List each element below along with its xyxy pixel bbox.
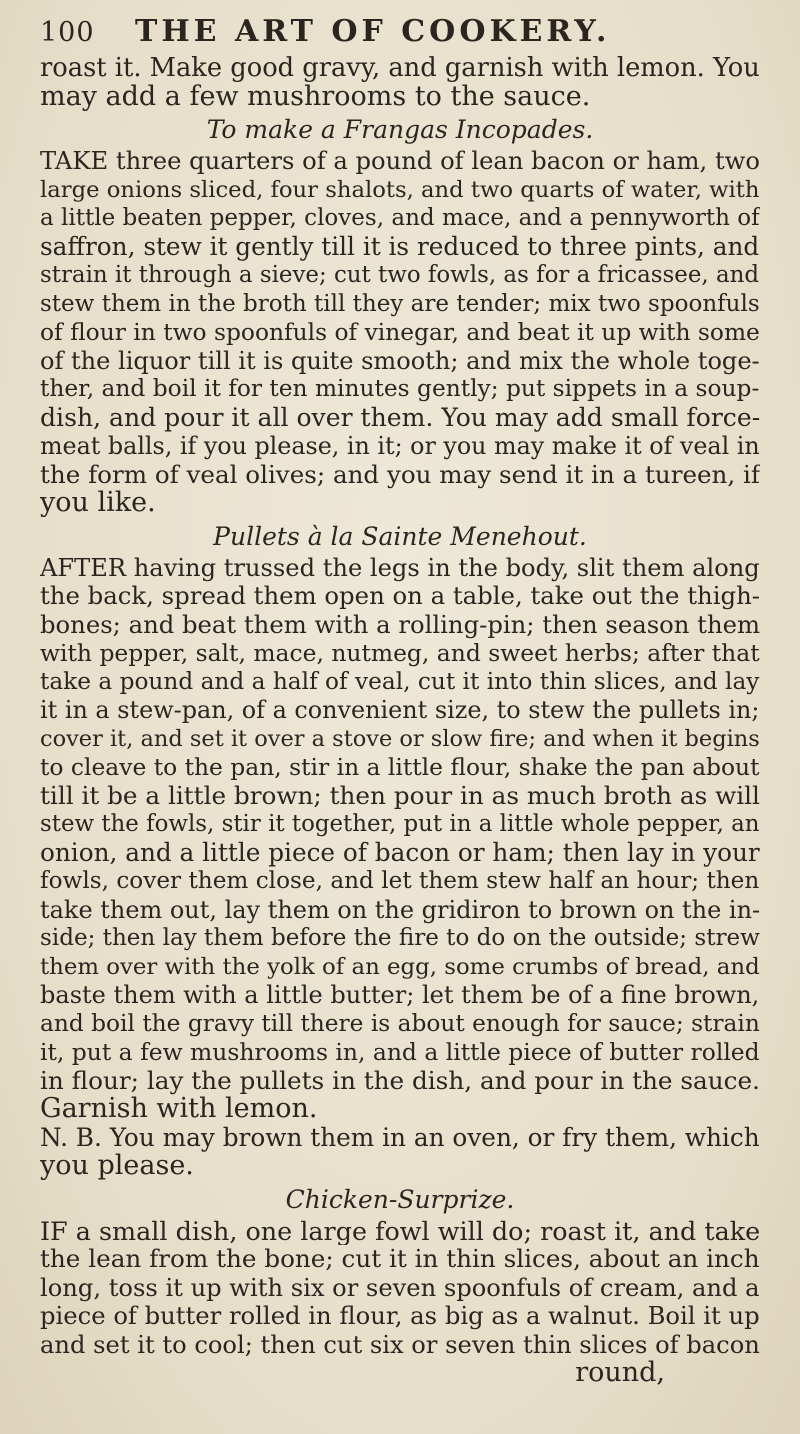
text-line: N. B. You may brown them in an oven, or fry them, which (40, 1123, 760, 1152)
text-line: long, toss it up with six or seven spoonfuls of cream, and a (40, 1273, 760, 1302)
text-line: side; then lay them before the fire to do on the outside; strew (40, 925, 760, 951)
text-line: and set it to cool; then cut six or seven thin slices of bacon (40, 1330, 760, 1359)
page-body (40, 54, 760, 1359)
text-line: fowls, cover them close, and let them stew half an hour; then (40, 867, 760, 894)
text-line: large onions sliced, four shalots, and two quarts of water, with (40, 176, 760, 203)
text-line: you please. (40, 1152, 194, 1181)
text-line: stew the fowls, stir it together, put in a little whole pepper, an (40, 811, 760, 837)
text-line: stew them in the broth till they are tender; mix two spoonfuls (40, 290, 760, 317)
recipe-heading: Chicken-Surprize. (285, 1184, 515, 1214)
text-line: it in a stew-pan, of a convenient size, to stew the pullets in; (40, 696, 760, 724)
page-number: 100 (40, 17, 95, 48)
text-line: to cleave to the pan, stir in a little flour, shake the pan about (40, 753, 760, 781)
text-line: roast it. Make good gravy, and garnish with lemon. You (40, 54, 760, 83)
text-line: of the liquor till it is quite smooth; and mix the whole toge- (40, 346, 760, 375)
text-line: the form of veal olives; and you may send it in a tureen, if (40, 460, 760, 489)
text-line: bones; and beat them with a rolling-pin; then season them (40, 610, 760, 639)
text-line: AFTER having trussed the legs in the body, slit them along (40, 553, 760, 582)
text-line: saffron, stew it gently till it is reduced to three pints, and (40, 232, 760, 261)
text-line: strain it through a sieve; cut two fowls, as for a fricassee, and (40, 262, 760, 288)
text-line: them over with the yolk of an egg, some crumbs of bread, and (40, 953, 760, 980)
text-line: ther, and boil it for ten minutes gently; put sippets in a soup- (40, 375, 760, 402)
text-line: you like. (40, 489, 156, 518)
page-header (40, 14, 760, 54)
text-line: of flour in two spoonfuls of vinegar, and beat it up with some (40, 318, 760, 346)
text-line: may add a few mushrooms to the sauce. (40, 82, 591, 111)
text-line: it, put a few mushrooms in, and a little piece of butter rolled (40, 1038, 760, 1066)
text-line: piece of butter rolled in flour, as big as a walnut. Boil it up (40, 1302, 760, 1330)
text-line: TAKE three quarters of a pound of lean bacon or ham, two (40, 147, 760, 175)
text-line: Garnish with lemon. (40, 1095, 318, 1124)
text-line: the lean from the bone; cut it in thin slices, about an inch (40, 1245, 760, 1273)
recipe-heading: To make a Frangas Incopades. (206, 115, 594, 144)
catchword: round, (575, 1359, 665, 1388)
text-line: take them out, lay them on the gridiron to brown on the in- (40, 895, 760, 924)
text-line: take a pound and a half of veal, cut it into thin slices, and lay (40, 667, 760, 695)
text-line: till it be a little brown; then pour in as much broth as will (40, 781, 760, 810)
running-head: THE ART OF COOKERY. (135, 14, 611, 49)
text-line: cover it, and set it over a stove or slow fire; and when it begins (40, 725, 760, 752)
text-line: meat balls, if you please, in it; or you may make it of veal in (40, 432, 760, 460)
text-line: in flour; lay the pullets in the dish, and pour in the sauce. (40, 1066, 760, 1095)
text-line: IF a small dish, one large fowl will do; roast it, and take (40, 1216, 760, 1245)
text-line: the back, spread them open on a table, take out the thigh- (40, 582, 760, 610)
recipe-heading: Pullets à la Sainte Menehout. (213, 521, 587, 551)
text-line: and boil the gravy till there is about enough for sauce; strain (40, 1009, 760, 1037)
text-line: dish, and pour it all over them. You may add small force- (40, 403, 760, 432)
text-line: onion, and a little piece of bacon or ham; then lay in your (40, 838, 760, 867)
text-line: with pepper, salt, mace, nutmeg, and sweet herbs; after that (40, 639, 760, 667)
text-line: baste them with a little butter; let them be of a fine brown, (40, 981, 760, 1009)
text-line: a little beaten pepper, cloves, and mace, and a pennyworth of (40, 205, 760, 231)
